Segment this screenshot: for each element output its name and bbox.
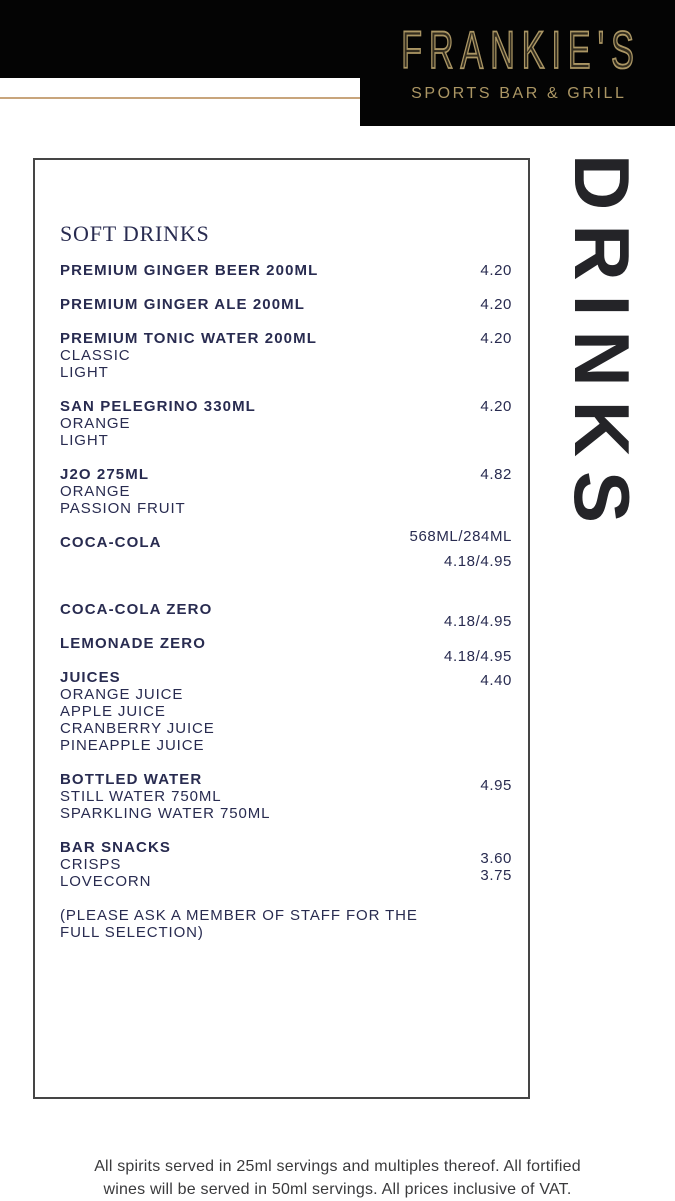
menu-item-info [60,296,305,313]
menu-item-name: SAN PELEGRINO 330ML [60,398,256,415]
menu-note [60,907,512,941]
menu-item-info [60,669,215,754]
menu-item-info [60,398,256,449]
menu-item-variant: CRISPS [60,856,122,873]
price-line: 4.18/4.95 [444,648,512,665]
footer-disclaimer [0,1155,675,1201]
menu-items-list [60,262,512,890]
price-line: 4.20 [480,330,512,347]
menu-item-name: PREMIUM TONIC WATER 200ML [60,330,317,347]
menu-item-info [60,601,212,618]
menu-item [60,771,512,822]
menu-item-price [480,330,512,347]
price-line: 568ML/284ML [409,528,512,545]
footer-line: wines will be served in 50ml servings. All prices inclusive of VAT. [103,1181,572,1198]
menu-item-price [410,524,513,574]
footer-line: All spirits served in 25ml servings and multiples thereof. All fortified [94,1158,581,1175]
menu-note-line: FULL SELECTION) [60,924,204,941]
menu-item-price [480,850,512,884]
menu-item [60,601,512,630]
menu-item-price [480,296,512,313]
menu-item-info [60,635,206,652]
menu-item [60,635,512,665]
brand-logo [360,0,675,126]
menu-item-info [60,330,317,381]
price-line: 4.18/4.95 [444,553,512,570]
menu-item [60,669,512,754]
menu-item-variant: ORANGE [60,483,131,500]
menu-item-variant: SPARKLING WATER 750ML [60,805,271,822]
price-line: 4.82 [480,466,512,483]
menu-item-variant: PINEAPPLE JUICE [60,737,205,754]
menu-item-name: LEMONADE ZERO [60,635,206,652]
menu-item-variant: CRANBERRY JUICE [60,720,215,737]
menu-item [60,839,512,890]
price-line: 3.60 [480,850,512,867]
price-line: 4.20 [480,398,512,415]
menu-item-variant: CLASSIC [60,347,131,364]
price-line: 3.75 [480,867,512,884]
menu-item [60,296,512,313]
menu-item-info [60,771,270,822]
menu-card [33,158,530,1099]
menu-item-name: COCA-COLA [60,534,162,551]
menu-item-variant: STILL WATER 750ML [60,788,222,805]
price-line: 4.95 [480,777,512,794]
menu-note-line: (PLEASE ASK A MEMBER OF STAFF FOR THE [60,907,418,924]
brand-name-box [394,21,641,81]
brand-tagline: SPORTS BAR & GRILL [411,85,627,102]
menu-item-price [480,398,512,415]
menu-item-name: PREMIUM GINGER ALE 200ML [60,296,306,313]
menu-item [60,528,512,584]
menu-item [60,262,512,279]
menu-item [60,466,512,517]
menu-item-variant: ORANGE JUICE [60,686,184,703]
gold-divider-line [0,97,362,99]
menu-item-name: BOTTLED WATER [60,771,203,788]
menu-item-price [444,613,512,630]
menu-item-name: PREMIUM GINGER BEER 200ML [60,262,319,279]
price-line: 4.20 [480,296,512,313]
menu-item-name: J2O 275ML [60,466,150,483]
menu-item-name: BAR SNACKS [60,839,172,856]
menu-item-name: COCA-COLA ZERO [60,601,213,618]
menu-item-variant: PASSION FRUIT [60,500,186,517]
price-line: 4.20 [480,262,512,279]
menu-item [60,330,512,381]
menu-item-price [480,262,512,279]
menu-item-price [444,648,512,665]
menu-item-info [60,262,318,279]
menu-item-variant: ORANGE [60,415,131,432]
menu-item-price [480,672,512,689]
price-line: 4.18/4.95 [444,613,512,630]
menu-item [60,398,512,449]
menu-item-price [480,466,512,483]
menu-item-price [480,777,512,794]
vertical-drinks-title: DRINKS [558,154,646,538]
section-title: SOFT DRINKS [60,221,210,246]
menu-item-info [60,839,171,890]
menu-item-variant: LIGHT [60,364,109,381]
menu-item-variant: APPLE JUICE [60,703,166,720]
menu-item-name: JUICES [60,669,121,686]
price-line: 4.40 [480,672,512,689]
menu-item-variant: LIGHT [60,432,109,449]
menu-item-variant: LOVECORN [60,873,152,890]
menu-item-info [60,466,186,517]
menu-item-info [60,534,162,551]
brand-name: FRANKIE'S [401,21,641,81]
